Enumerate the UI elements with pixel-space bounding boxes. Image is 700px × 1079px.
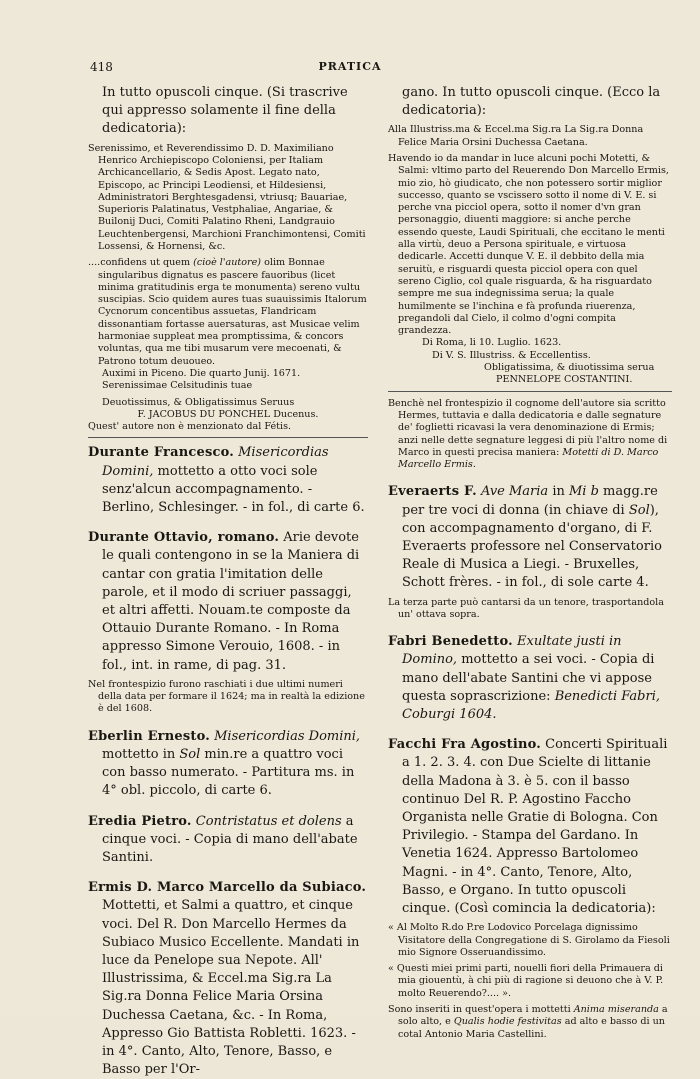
- left-column: [88, 84, 368, 1079]
- dedication-body: Havendo io da mandar in luce alcuni pochi Motetti, & Salmi: vltimo parto del Reuerendo Don Marcello Ermis, mio zio, hò giudicato, che non potessero sortir miglior successo, quanto se vscissero sotto il nome di V. E. si perche vna picciol opera, sotto il nomer d'vn gran personaggio, diuenti maggiore: si anche perche essendo queste, Laudi Spirituali, che eccitano le menti alla virtù, deuo a Persona spirituale, e virtuosa dedicarle. Accetti dunque V. E. il debbito della mia seruitù, e risguardi questa picciol opera con quel sereno Ciglio, col quale risguarda, & ha risguardato sempre me sua indegnissima serua; la quale humilmente se l'inchina e fà profunda riuerenza, pregandoli dal Cielo, il colmo d'ogni compita grandezza.: [388, 153, 669, 337]
- page-header: [90, 60, 610, 76]
- signature-line-3: F. JACOBUS DU PONCHEL Ducenus.: [137, 408, 319, 420]
- dedication-closing: Di V. S. Illustriss. & Eccellentiss.: [432, 349, 591, 361]
- dedication-signature: Obligatissima, & diuotissima serua: [484, 362, 655, 374]
- entry-fabri: Fabri Benedetto. Exultate justi in Domino, mottetto a sei voci. - Copia di mano dell'abate Santini che vi appose questa soprascrizione: Benedicti Fabri, Coburgi 1604.: [388, 634, 660, 723]
- entry-facchi: Facchi Fra Agostino. Concerti Spirituali a 1. 2. 3. 4. con Due Scielte di littanie della Madona à 3. è 5. con il basso continuo Del R. P. Agostino Faccho Organista nelle Gratie di Bologna. Con Privilegio. - Stampa del Gardano. In Venetia 1624. Appresso Bartolomeo Magni. - in 4°. Canto, Tenore, Alto, Basso, e Organo. In tutto opuscoli cinque. (Così comincia la dedicatoria):: [388, 737, 668, 917]
- entry-everaerts: Everaerts F. Ave Maria in Mi b magg.re per tre voci di donna (in chiave di Sol), con accompagnamento d'organo, di F. Everaerts professore nel Conservatorio Reale di Musica a Liegi. - Bruxelles, Schott frères. - in fol., di sole carte 4.: [388, 484, 662, 591]
- signature-line-2: Deuotissimus, & Obligatissimus Seruus: [102, 396, 295, 408]
- right-column: [388, 84, 672, 1041]
- divider: [388, 391, 672, 392]
- dedication-address: Alla Illustriss.ma & Eccel.ma Sig.ra La Sig.ra Donna Felice Maria Orsini Duchessa Caetana.: [388, 124, 644, 148]
- dedication-place-date: Auximi in Piceno. Die quarto Junij. 1671.: [102, 367, 301, 379]
- ermis-continuation: gano. In tutto opuscoli cinque. (Ecco la dedicatoria):: [402, 85, 661, 119]
- entry-durante-ottavio: Durante Ottavio, romano. Arie devote le quali contengono in se la Maniera di cantar con gratia l'imitation delle parole, et il modo di scriuer passaggi, et altri affetti. Nouam.te composte da Ottauio Durante Romano. - In Roma appresso Simone Verouio, 1608. - in fol., int. in rame, di pag. 31.: [88, 530, 360, 673]
- divider: [88, 437, 368, 438]
- entry-ermis: Ermis D. Marco Marcello da Subiaco. Mottetti, et Salmi a quattro, et cinque voci. Del R. Don Marcello Hermes da Subiaco Musico Eccellente. Mandati in luce da Penelope sua Nepote. All' Illustrissima, & Eccel.ma Sig.ra La Sig.ra Donna Felice Maria Orsina Duchessa Caetana, &c. - In Roma, Appresso Gio Battista Robletti. 1623. - in 4°. Canto, Alto, Tenore, Basso, e Basso per l'Or-: [88, 880, 367, 1078]
- running-title: PRATICA: [318, 60, 382, 73]
- dedication-date: Di Roma, li 10. Luglio. 1623.: [422, 337, 562, 349]
- note-everaerts: La terza parte può cantarsi da un tenore, trasportandola un' ottava sopra.: [388, 596, 664, 620]
- entry-durante-francesco: Durante Francesco. Misericordias Domini, mottetto a otto voci sole senz'alcun accompagnamento. - Berlino, Schlesinger. - in fol., di carte 6.: [88, 445, 365, 516]
- dedication-signer: PENNELOPE COSTANTINI.: [496, 374, 633, 386]
- page-number: 418: [90, 60, 113, 74]
- note-durante-ottavio: Nel frontespizio furono raschiati i due ultimi numeri della data per formare il 1624; ma in realtà la edizione è del 1608.: [88, 678, 365, 715]
- signature-line-1: Serenissimae Celsitudinis tuae: [102, 380, 253, 392]
- note-castellini: Sono inseriti in quest'opera i mottetti Anima miseranda a solo alto, e Qualis hodie festivitas ad alto e basso di un cotal Antonio Maria Castellini.: [388, 1004, 668, 1040]
- quote-dedication-1: « Al Molto R.do P.re Lodovico Porcelaga dignissimo Visitatore della Congregatione di S. Girolamo da Fiesoli mio Signore Osseruandissimo.: [388, 922, 670, 958]
- dedication-latin-body: ....confidens ut quem (cioè l'autore) olim Bonnae singularibus dignatus es pascere fauoribus (licet minima gratitudinis erga te monumenta) sereno vultu suscipias. Scio quidem aures tuas suauissimis Italorum Cycnorum concentibus assuetas, Flandricam dissonantiam fortasse auersaturas, ast Musicae velim harmoniae suppleat mea promptissima, & concors voluntas, qua me tibi musarum vere mecoenati, & Patrono totum deuoueo.: [88, 257, 367, 367]
- entry-eberlin: Eberlin Ernesto. Misericordias Domini, mottetto in Sol min.re a quattro voci con basso numerato. - Partitura ms. in 4° obl. piccolo, di carte 6.: [88, 728, 361, 799]
- intro-text: In tutto opuscoli cinque. (Si trascrive qui appresso solamente il fine della dedicatoria):: [102, 85, 348, 137]
- entry-eredia: Eredia Pietro. Contristatus et dolens a cinque voci. - Copia di mano dell'abate Santini.: [88, 813, 358, 865]
- note-fetis: Quest' autore non è menzionato dal Fétis.: [88, 421, 292, 433]
- dedication-latin-address: Serenissimo, et Reverendissimo D. D. Maximiliano Henrico Archiepiscopo Coloniensi, per Italiam Archicancellario, & Sedis Apost. Legato nato, Episcopo, ac Principi Leodiensi, et Hildesiensi, Administratori Berghtesgadensi, vtriusq; Bauariae, Superioris Palatinatus, Vestphaliae, Angariae, & Builonij Duci, Comiti Palatino Rheni, Landgrauio Leuchtenbergensi, Marchioni Franchimontensi, Comiti Lossensi, & Hornensi, &c.: [88, 142, 366, 252]
- note-ermis-name: Benchè nel frontespizio il cognome dell'autore sia scritto Hermes, tuttavia e dalla dedicatoria e dalle segnature de' foglietti ricavasi la vera denominazione di Ermis; anzi nelle dette segnature leggesi di più l'altro nome di Marco in questi precisa maniera: Motetti di D. Marco Marcello Ermis.: [388, 397, 668, 471]
- quote-dedication-2: « Questi miei primi parti, nouelli fiori della Primauera di mia giouentù, à chi più di ragione si deuono che à V. P. molto Reuerendo?.... ».: [388, 963, 664, 999]
